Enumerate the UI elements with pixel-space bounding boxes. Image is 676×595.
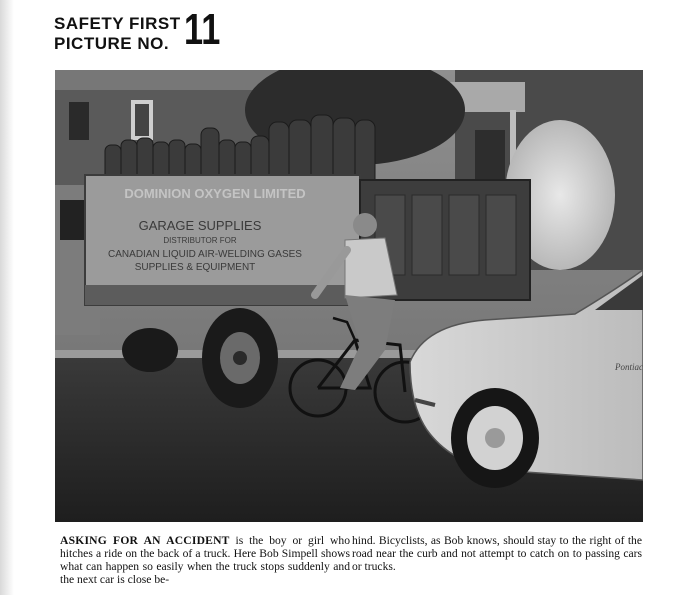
page-edge-shadow: [0, 0, 14, 595]
header-title: SAFETY FIRST: [54, 14, 181, 33]
picture-number: 11: [184, 5, 221, 54]
safety-photo: [55, 70, 643, 522]
page-header: [54, 14, 181, 54]
truck-sign-line1: GARAGE SUPPLIES: [138, 218, 262, 233]
caption-column-right: hind. Bicyclists, as Bob knows, should stay to the right of the road near the curb and not attempt to catch on to passing cars or trucks.: [352, 534, 642, 573]
header-subtitle: PICTURE NO.: [54, 34, 170, 53]
caption-lead: ASKING FOR AN ACCIDENT: [60, 534, 230, 547]
truck-sign-line3: CANADIAN LIQUID AIR-WELDING GASES: [108, 249, 302, 260]
car-badge: Pontiac: [615, 362, 643, 372]
truck-sign-line4: SUPPLIES & EQUIPMENT: [134, 262, 256, 273]
truck-company-name: DOMINION OXYGEN LIMITED: [124, 186, 306, 201]
caption-column-left: [60, 534, 350, 586]
truck-sign-line2: DISTRIBUTOR FOR: [163, 236, 237, 245]
caption-left-text: is the boy or girl who hitches a ride on the back of a truck. Here Bob Simpell shows what can happen so easily when the truck stops suddenly and the next car is close be-: [60, 534, 350, 586]
